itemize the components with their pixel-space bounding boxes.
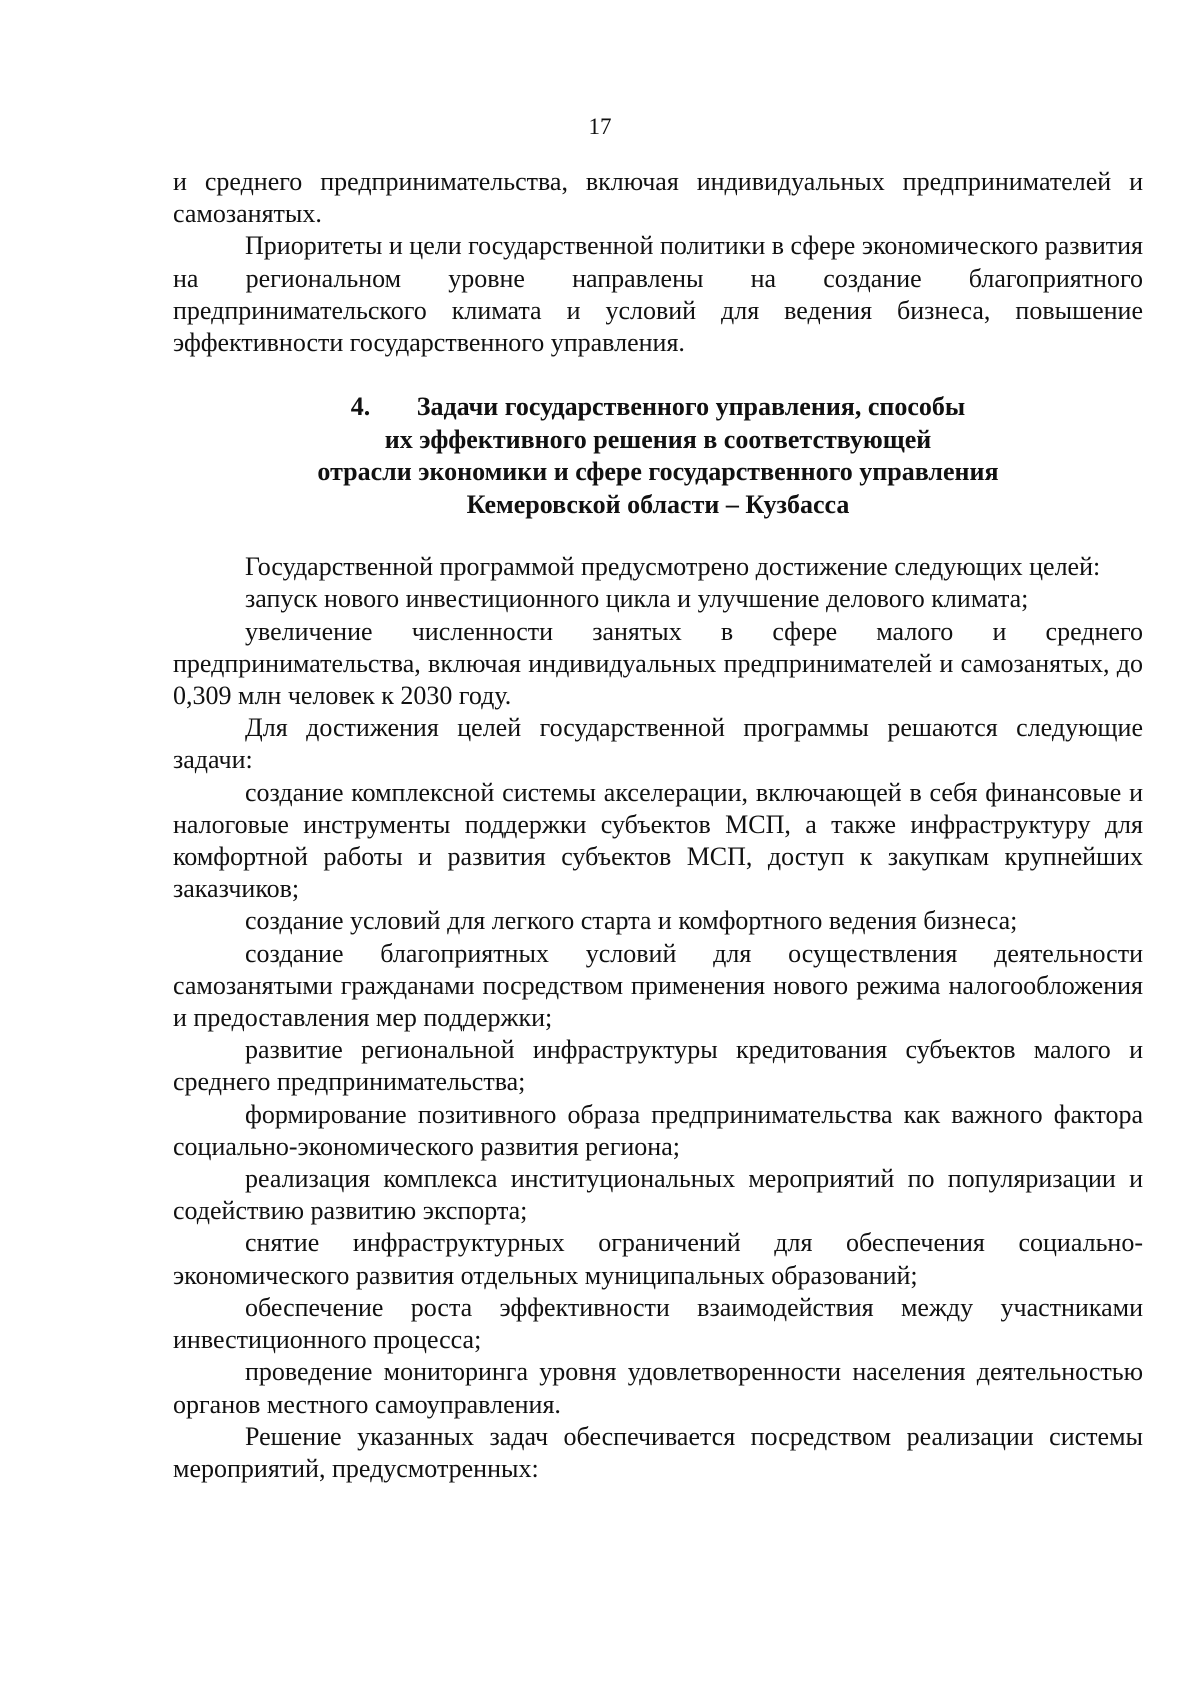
section-heading-line-1 — [173, 391, 1143, 424]
section-number: 4. — [350, 392, 371, 422]
task-item: создание комплексной системы акселерации, включающей в себя финансовые и налоговые инструменты поддержки субъектов МСП, а также инфраструктуру для комфортной работы и развития субъектов МСП, доступ к закупкам крупнейших заказчиков; — [173, 777, 1143, 904]
paragraph-goals-intro: Государственной программой предусмотрено достижение следующих целей: — [245, 552, 1101, 582]
task-item: формирование позитивного образа предпринимательства как важного фактора социально-экономического развития региона; — [173, 1099, 1143, 1161]
section-title-line: Кемеровской области – Кузбасса — [466, 489, 850, 519]
task-item: развитие региональной инфраструктуры кредитования субъектов малого и среднего предпринимательства; — [173, 1035, 1143, 1097]
page-number: 17 — [588, 114, 612, 139]
section-title-line: их эффективного решения в соответствующей — [384, 424, 932, 454]
document-body — [173, 166, 1143, 1485]
task-item: снятие инфраструктурных ограничений для обеспечения социально-экономического развития отдельных муниципальных образований; — [173, 1228, 1143, 1290]
section-title-line: отрасли экономики и сфере государственного управления — [317, 457, 999, 487]
goal-item: увеличение численности занятых в сфере малого и среднего предпринимательства, включая индивидуальных предпринимателей и самозанятых, до 0,309 млн человек к 2030 году. — [173, 616, 1143, 711]
task-item: создание условий для легкого старта и комфортного ведения бизнеса; — [245, 906, 1018, 936]
goal-item: запуск нового инвестиционного цикла и улучшение делового климата; — [245, 584, 1029, 614]
paragraph-continuation: и среднего предпринимательства, включая индивидуальных предпринимателей и самозанятых. — [173, 167, 1143, 229]
task-item: реализация комплекса институциональных мероприятий по популяризации и содействию развитию экспорта; — [173, 1164, 1143, 1226]
paragraph-priorities: Приоритеты и цели государственной политики в сфере экономического развития на региональном уровне направлены на создание благоприятного предпринимательского климата и условий для ведения бизнеса, повышение эффективности государственного управления. — [173, 231, 1143, 358]
paragraph-solution: Решение указанных задач обеспечивается посредством реализации системы мероприятий, предусмотренных: — [173, 1421, 1143, 1483]
paragraph-tasks-intro: Для достижения целей государственной программы решаются следующие задачи: — [173, 713, 1143, 775]
section-title-line: Задачи государственного управления, способы — [416, 392, 966, 422]
section-heading — [173, 391, 1143, 521]
task-item: проведение мониторинга уровня удовлетворенности населения деятельностью органов местного самоуправления. — [173, 1357, 1143, 1419]
task-item: обеспечение роста эффективности взаимодействия между участниками инвестиционного процесса; — [173, 1292, 1143, 1355]
task-item: создание благоприятных условий для осуществления деятельности самозанятыми гражданами посредством применения нового режима налогообложения и предоставления мер поддержки; — [173, 938, 1143, 1033]
